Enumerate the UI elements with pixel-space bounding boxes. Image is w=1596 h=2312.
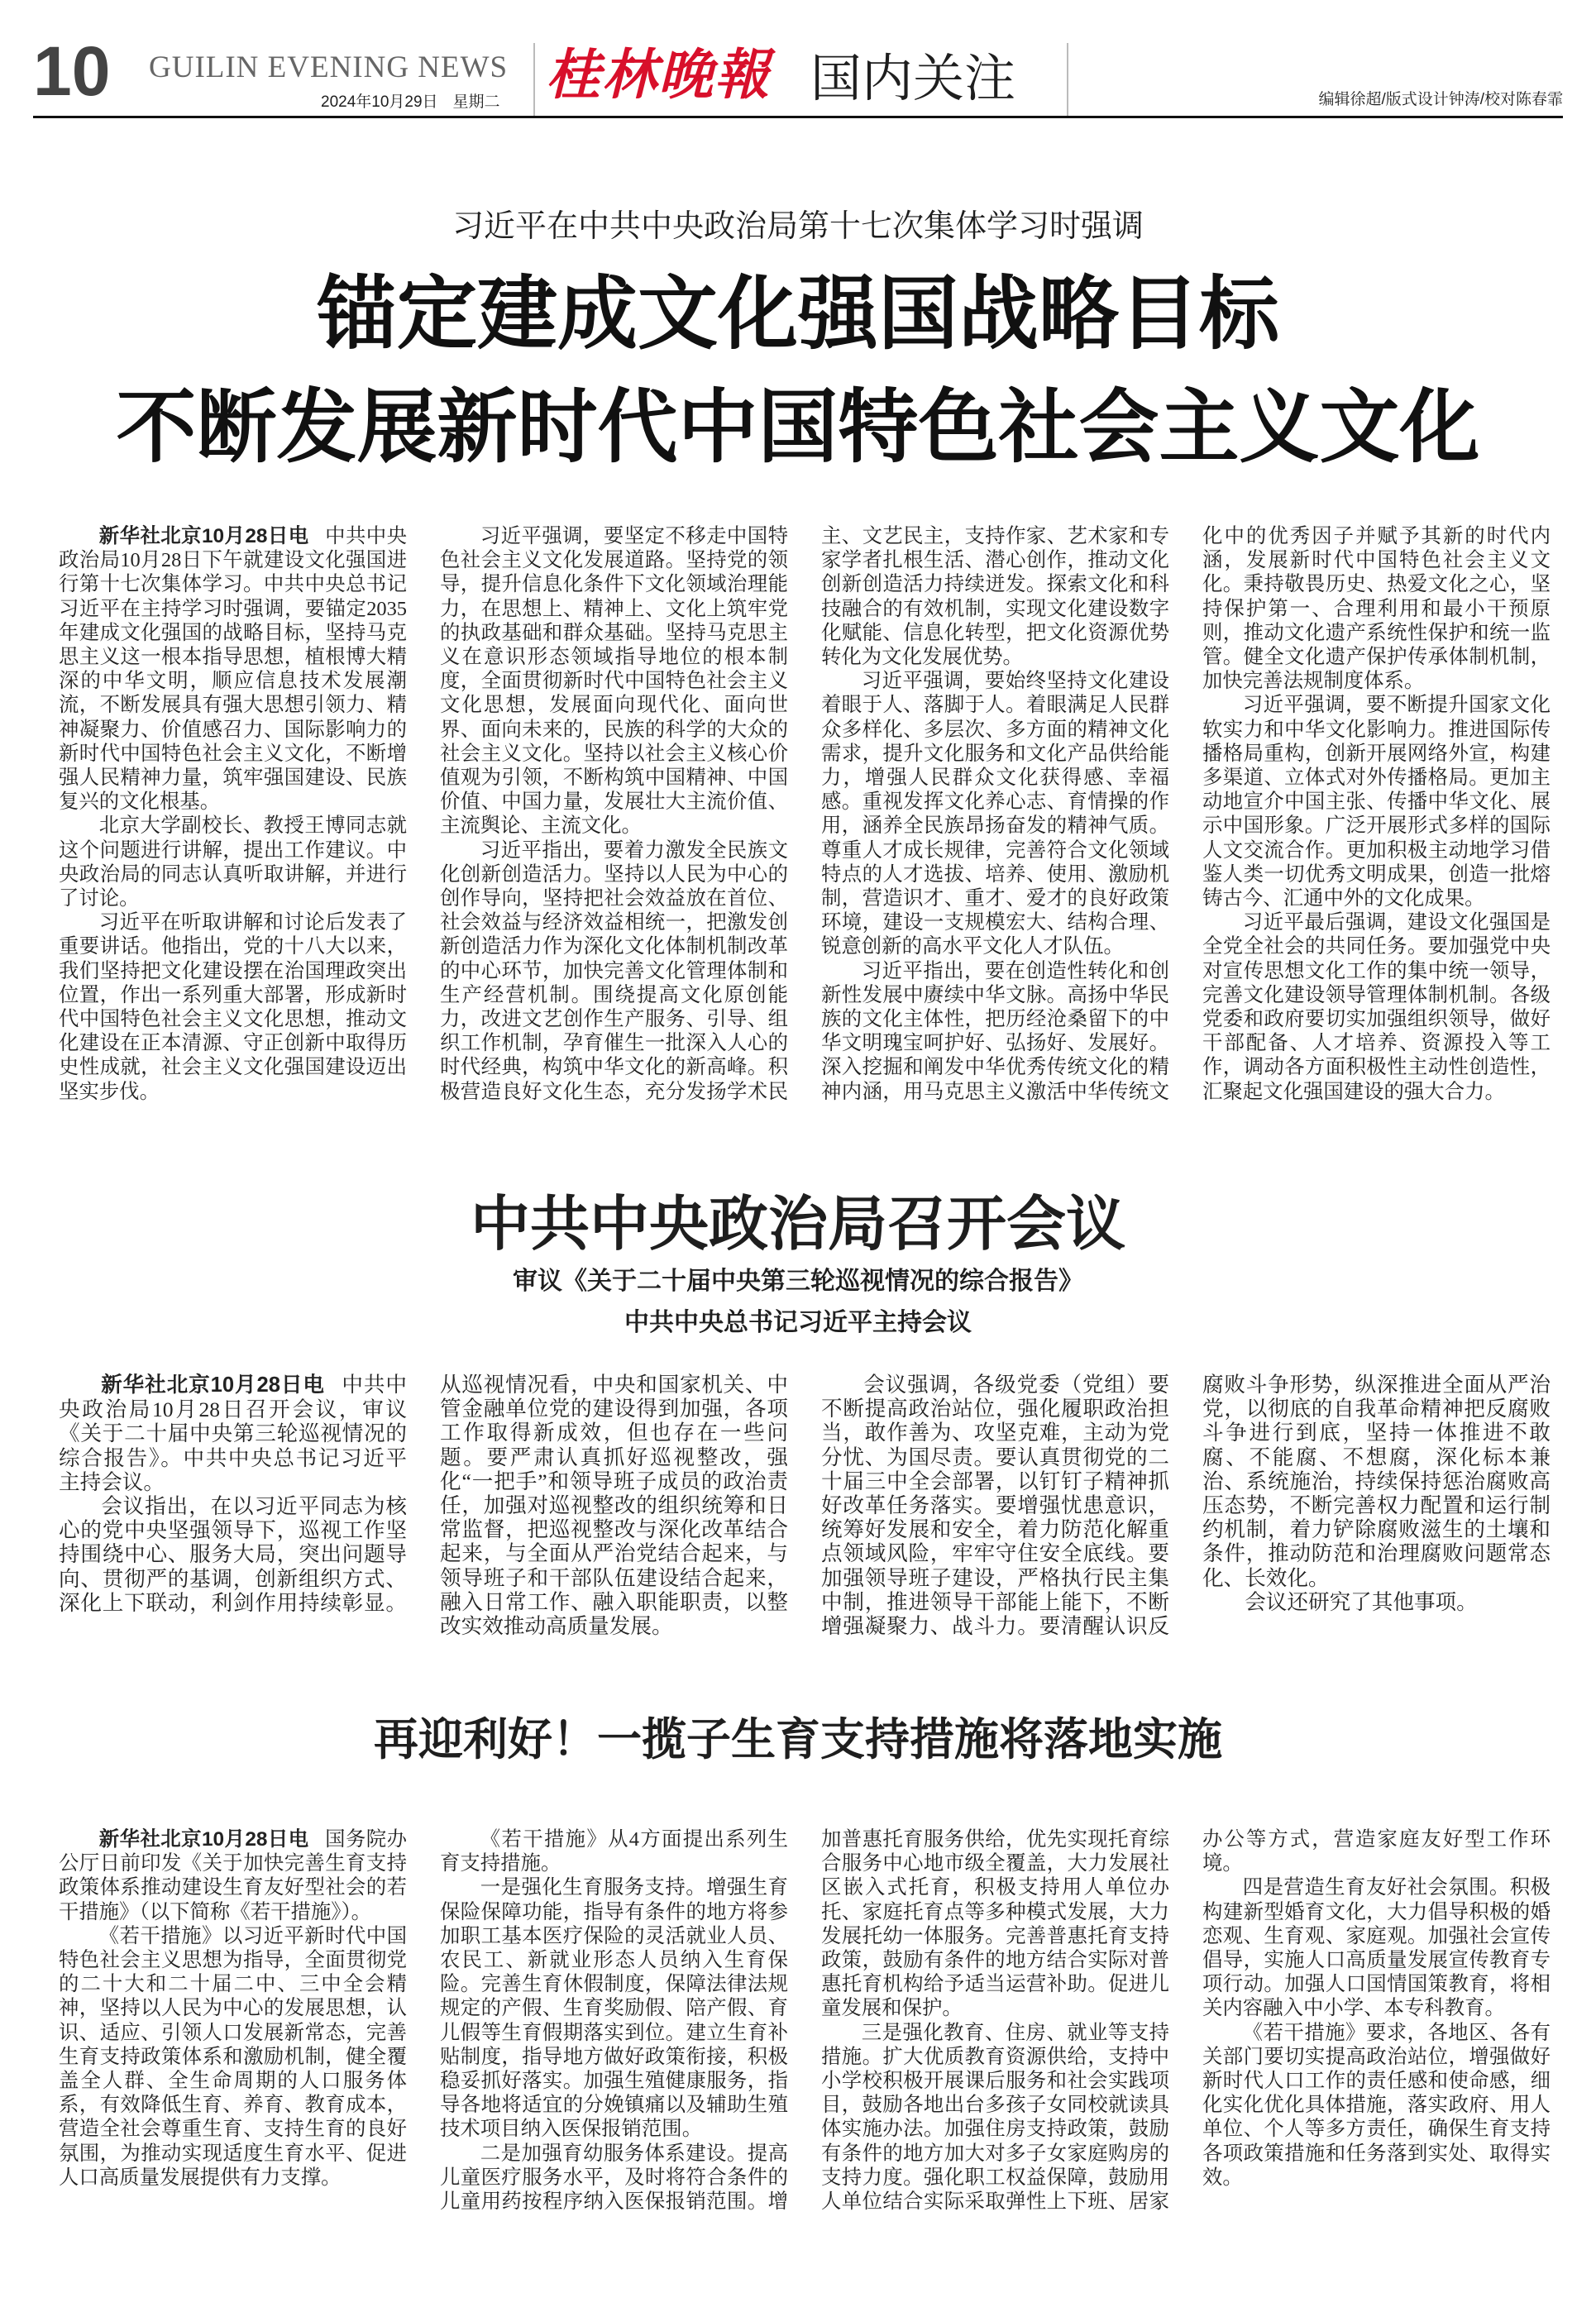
article2-body	[59, 1373, 1551, 1638]
paragraph: 会议强调，各级党委（党组）要不断提高政治站位，强化履职政治担当，敢作善为、攻坚克难，主动为党分忧、为国尽责。要认真贯彻党的二十届三中全会部署，以钉钉子精神抓好改革任务落实。要增强忧患意识，统筹好发展和安全，着力防范化解重点领域风险，牢牢守住安全底线。要加强领导班子建设，严格执行民主集中制，推进领导干部能上能下，不断增强凝聚力、战斗力。要清醒认识反腐败斗争形势，纵深推进全面从严治党，以彻底的自我革命精神把反腐败斗争进行到底，坚持一体推进不敢腐、不能腐、不想腐，深化标本兼治、系统施治，持续保持惩治腐败高压态势，不断完善权力配置和运行制约机制，着力铲除腐败滋生的土壤和条件，推动防范和治理腐败问题常态化、长效化。	[821, 1373, 1551, 1639]
paragraph: 北京大学副校长、教授王博同志就这个问题进行讲解，提出工作建议。中央政治局的同志认真听取讲解，并进行了讨论。	[59, 814, 407, 910]
header-divider	[533, 43, 535, 116]
article1-body	[59, 524, 1551, 1104]
paragraph: 习近平在听取讲解和讨论后发表了重要讲话。他指出，党的十八大以来，我们坚持把文化建设摆在治国理政突出位置，作出一系列重大部署，形成新时代中国特色社会主义文化思想，推动文化建设在正本清源、守正创新中取得历史性成就，社会主义文化强国建设迈出坚实步伐。	[59, 911, 407, 1103]
paragraph: 习近平最后强调，建设文化强国是全党全社会的共同任务。要加强党中央对宣传思想文化工作的集中统一领导，完善文化建设领导管理体制机制。各级党委和政府要切实加强组织领导，做好干部配备、人才培养、资源投入等工作，调动各方面积极性主动性创造性，汇聚起文化强国建设的强大合力。	[1202, 911, 1551, 1103]
paragraph: 习近平指出，要在创造性转化和创新性发展中赓续中华文脉。高扬中华民族的文化主体性，把历经沧桑留下的中华文明瑰宝呵护好、弘扬好、发展好。深入挖掘和阐发中华优秀传统文化的精神内涵，用马克思主义激活中华传统文化中的优秀因子并赋予其新的时代内涵，发展新时代中国特色社会主义文化。秉持敬畏历史、热爱文化之心，坚持保护第一、合理利用和最小干预原则，推动文化遗产系统性保护和统一监管。健全文化遗产保护传承体制机制，加快完善法规制度体系。	[821, 525, 1551, 1103]
section-title: 国内关注	[810, 50, 1016, 107]
paper-name-english: GUILIN EVENING NEWS	[149, 50, 509, 84]
paragraph: 一是强化生育服务支持。增强生育保险保障功能，指导有条件的地方将参加职工基本医疗保险的灵活就业人员、农民工、新就业形态人员纳入生育保险。完善生育休假制度，保障法律法规规定的产假、生育奖励假、陪产假、育儿假等生育假期落实到位。建立生育补贴制度，指导地方做好政策衔接，积极稳妥抓好落实。加强生殖健康服务，指导各地将适宜的分娩镇痛以及辅助生殖技术项目纳入医保报销范围。	[440, 1876, 788, 2141]
paragraph: 新华社北京10月28日电 中共中央政治局10月28日召开会议，审议《关于二十届中央第三轮巡视情况的综合报告》。中共中央总书记习近平主持会议。	[59, 1373, 407, 1494]
paragraph: 《若干措施》以习近平新时代中国特色社会主义思想为指导，全面贯彻党的二十大和二十届二中、三中全会精神，坚持以人民为中心的发展思想，认识、适应、引领人口发展新常态，完善生育支持政策体系和激励机制，健全覆盖全人群、全生命周期的人口服务体系，有效降低生育、养育、教育成本，营造全社会尊重生育、支持生育的良好氛围，为推动实现适度生育水平、促进人口高质量发展提供有力支撑。	[59, 1924, 407, 2189]
paragraph: 习近平指出，要着力激发全民族文化创新创造活力。坚持以人民为中心的创作导向，坚持把社会效益放在首位、社会效益与经济效益相统一，把激发创新创造活力作为深化文化体制机制改革的中心环节，加快完善文化管理体制和生产经营机制。围绕提高文化原创能力，改进文艺创作生产服务、引导、组织工作机制，孕育催生一批深入人心的时代经典，构筑中华文化的新高峰。积极营造良好文化生态，充分发扬学术民主、文艺民主，支持作家、艺术家和专家学者扎根生活、潜心创作，推动文化创新创造活力持续迸发。探索文化和科技融合的有效机制，实现文化建设数字化赋能、信息化转型，把文化资源优势转化为文化发展优势。	[440, 525, 1169, 1103]
article2-subtitle: 审议《关于二十届中央第三轮巡视情况的综合报告》	[513, 1268, 1083, 1295]
date: 2024年10月29日	[321, 93, 438, 111]
article2-title: 中共中央政治局召开会议	[470, 1192, 1125, 1258]
paragraph: 二是加强育幼服务体系建设。提高儿童医疗服务水平，及时将符合条件的儿童用药按程序纳入医保报销范围。增加普惠托育服务供给，优先实现托育综合服务中心地市级全覆盖，大力发展社区嵌入式托育，积极支持用人单位办托、家庭托育点等多种模式发展，大力发展托幼一体服务。完善普惠托育支持政策，鼓励有条件的地方结合实际对普惠托育机构给予适当运营补助。促进儿童发展和保护。	[440, 1828, 1169, 2214]
dateline: 新华社北京10月28日电	[98, 1828, 309, 1851]
paragraph: 会议还研究了其他事项。	[1245, 1589, 1478, 1614]
dateline: 新华社北京10月28日电	[98, 525, 309, 547]
paragraph: 三是强化教育、住房、就业等支持措施。扩大优质教育资源供给，支持中小学校积极开展课后服务和社会实践项目，鼓励各地出台多孩子女同校就读具体实施办法。加强住房支持政策，鼓励有条件的地方加大对多子女家庭购房的支持力度。强化职工权益保障，鼓励用人单位结合实际采取弹性上下班、居家办公等方式，营造家庭友好型工作环境。	[821, 1828, 1551, 2214]
header-rule	[33, 116, 1563, 118]
article1-headline-line2: 不断发展新时代中国特色社会主义文化	[116, 382, 1480, 472]
newspaper-logo: 桂林晚報	[546, 45, 771, 106]
article3-title: 再迎利好！一揽子生育支持措施将落地实施	[374, 1715, 1222, 1765]
paragraph: 习近平强调，要始终坚持文化建设着眼于人、落脚于人。着眼满足人民群众多样化、多层次、多方面的精神文化需求，提升文化服务和文化产品供给能力，增强人民群众文化获得感、幸福感。重视发挥文化养心志、育情操的作用，涵养全民族昂扬奋发的精神气质。尊重人才成长规律，完善符合文化领域特点的人才选拔、培养、使用、激励机制，营造识才、重才、爱才的良好政策环境，建设一支规模宏大、结构合理、锐意创新的高水平文化人才队伍。	[821, 670, 1169, 958]
article3-body	[59, 1827, 1551, 2214]
editor-credits: 编辑徐超/版式设计钟涛/校对陈春霏	[1318, 91, 1563, 108]
page-number: 10	[33, 32, 111, 110]
article1-kicker: 习近平在中共中央政治局第十七次集体学习时强调	[452, 209, 1144, 244]
article2-subtitle: 中共中央总书记习近平主持会议	[624, 1309, 972, 1336]
paragraph: 《若干措施》从4方面提出系列生育支持措施。	[440, 1828, 788, 1875]
paragraph: 新华社北京10月28日电 中共中央政治局10月28日下午就建设文化强国进行第十七次集体学习。中共中央总书记习近平在主持学习时强调，要锚定2035年建成文化强国的战略目标，坚持马克思主义这一根本指导思想，植根博大精深的中华文明，顺应信息技术发展潮流，不断发展具有强大思想引领力、精神凝聚力、价值感召力、国际影响力的新时代中国特色社会主义文化，不断增强人民精神力量，筑牢强国建设、民族复兴的文化根基。	[59, 525, 407, 814]
paragraph: 会议指出，在以习近平同志为核心的党中央坚强领导下，巡视工作坚持围绕中心、服务大局，突出问题导向、贯彻严的基调，创新组织方式、深化上下联动，利剑作用持续彰显。从巡视情况看，中央和国家机关、中管金融单位党的建设得到加强，各项工作取得新成效，但也存在一些问题。要严肃认真抓好巡视整改，强化“一把手”和领导班子成员的政治责任，加强对巡视整改的组织统筹和日常监督，把巡视整改与深化改革结合起来，与全面从严治党结合起来，与领导班子和干部队伍建设结合起来，融入日常工作、融入职能职责，以整改实效推动高质量发展。	[59, 1373, 788, 1639]
paragraph: 《若干措施》要求，各地区、各有关部门要切实提高政治站位，增强做好新时代人口工作的责任感和使命感，细化实化优化具体措施，落实政府、用人单位、个人等多方责任，确保生育支持各项政策措施和任务落到实处、取得实效。	[1202, 2021, 1551, 2189]
article1-headline-line1: 锚定建成文化强国战略目标	[317, 269, 1279, 359]
paragraph: 习近平强调，要坚定不移走中国特色社会主义文化发展道路。坚持党的领导，提升信息化条件下文化领域治理能力，在思想上、精神上、文化上筑牢党的执政基础和群众基础。坚持马克思主义在意识形态领域指导地位的根本制度，全面贯彻新时代中国特色社会主义文化思想，发展面向现代化、面向世界、面向未来的，民族的科学的大众的社会主义文化。坚持以社会主义核心价值观为引领，不断构筑中国精神、中国价值、中国力量，发展壮大主流价值、主流舆论、主流文化。	[440, 525, 788, 838]
paragraph: 新华社北京10月28日电 国务院办公厅日前印发《关于加快完善生育支持政策体系推动建设生育友好型社会的若干措施》（以下简称《若干措施》）。	[59, 1828, 407, 1923]
header-divider	[1067, 43, 1068, 116]
dateline: 新华社北京10月28日电	[101, 1373, 325, 1397]
weekday: 星期二	[452, 93, 500, 111]
paragraph: 习近平强调，要不断提升国家文化软实力和中华文化影响力。推进国际传播格局重构，创新开展网络外宣，构建多渠道、立体式对外传播格局。更加主动地宣介中国主张、传播中华文化、展示中国形象。广泛开展形式多样的国际人文交流合作。更加积极主动地学习借鉴人类一切优秀文明成果，创造一批熔铸古今、汇通中外的文化成果。	[1202, 694, 1551, 910]
paragraph: 四是营造生育友好社会氛围。积极构建新型婚育文化，大力倡导积极的婚恋观、生育观、家庭观。加强社会宣传倡导，实施人口高质量发展宣传教育专项行动。加强人口国情国策教育，将相关内容融入中小学、本专科教育。	[1202, 1876, 1551, 2020]
issue-date	[321, 89, 515, 112]
